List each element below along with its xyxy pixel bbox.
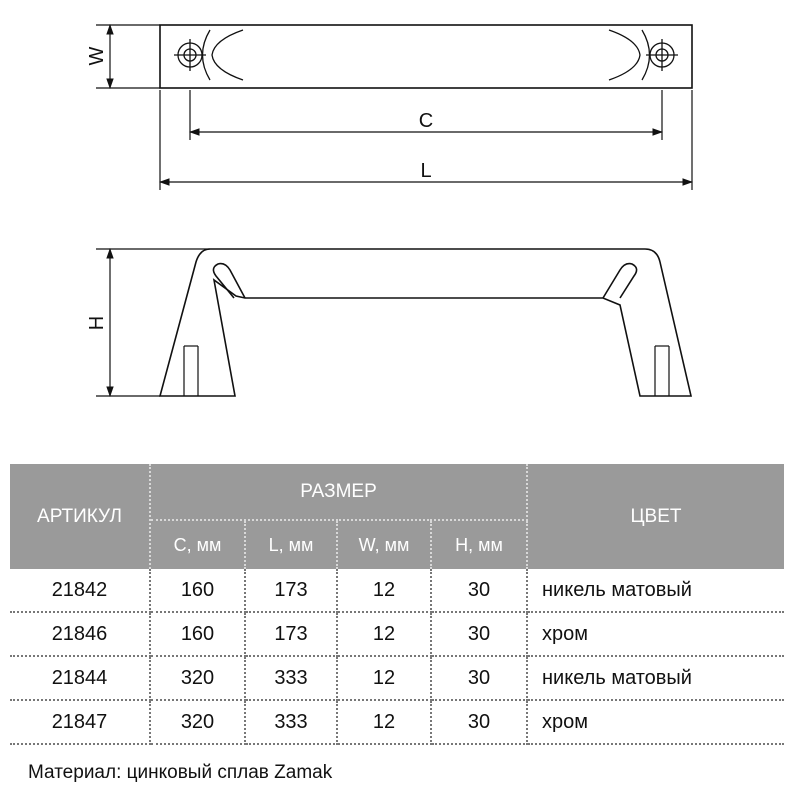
cell-h: 30 bbox=[431, 612, 527, 656]
cell-w: 12 bbox=[337, 656, 431, 700]
cell-color: никель матовый bbox=[527, 656, 784, 700]
cell-c: 160 bbox=[150, 569, 245, 612]
header-l: L, мм bbox=[245, 520, 337, 569]
cell-article: 21847 bbox=[10, 700, 150, 744]
cell-article: 21846 bbox=[10, 612, 150, 656]
dimension-w-label: W bbox=[86, 46, 108, 66]
header-c: C, мм bbox=[150, 520, 245, 569]
cell-article: 21842 bbox=[10, 569, 150, 612]
cell-color: хром bbox=[527, 700, 784, 744]
cell-color: никель матовый bbox=[527, 569, 784, 612]
specs-table bbox=[10, 464, 784, 745]
table-row bbox=[10, 569, 784, 612]
cell-l: 173 bbox=[245, 612, 337, 656]
cell-article: 21844 bbox=[10, 656, 150, 700]
table-row bbox=[10, 656, 784, 700]
cell-color: хром bbox=[527, 612, 784, 656]
cell-l: 333 bbox=[245, 656, 337, 700]
side-view bbox=[160, 249, 691, 396]
dimension-c-label: C bbox=[418, 110, 434, 132]
cell-c: 160 bbox=[150, 612, 245, 656]
cell-l: 333 bbox=[245, 700, 337, 744]
cell-h: 30 bbox=[431, 656, 527, 700]
header-h: H, мм bbox=[431, 520, 527, 569]
material-note: Материал: цинковый сплав Zamak bbox=[28, 762, 333, 783]
header-article: АРТИКУЛ bbox=[10, 464, 150, 569]
cell-w: 12 bbox=[337, 612, 431, 656]
cell-c: 320 bbox=[150, 700, 245, 744]
header-color: ЦВЕТ bbox=[527, 464, 784, 569]
cell-h: 30 bbox=[431, 569, 527, 612]
cell-c: 320 bbox=[150, 656, 245, 700]
cell-w: 12 bbox=[337, 700, 431, 744]
header-w: W, мм bbox=[337, 520, 431, 569]
table-row bbox=[10, 612, 784, 656]
handle-side-outline bbox=[160, 249, 691, 396]
table-row bbox=[10, 700, 784, 744]
dimension-l-label: L bbox=[420, 160, 432, 182]
cell-h: 30 bbox=[431, 700, 527, 744]
cell-w: 12 bbox=[337, 569, 431, 612]
cell-l: 173 bbox=[245, 569, 337, 612]
dimension-h-label: H bbox=[86, 315, 108, 331]
header-size-group: РАЗМЕР bbox=[150, 464, 527, 520]
top-view bbox=[160, 25, 692, 88]
